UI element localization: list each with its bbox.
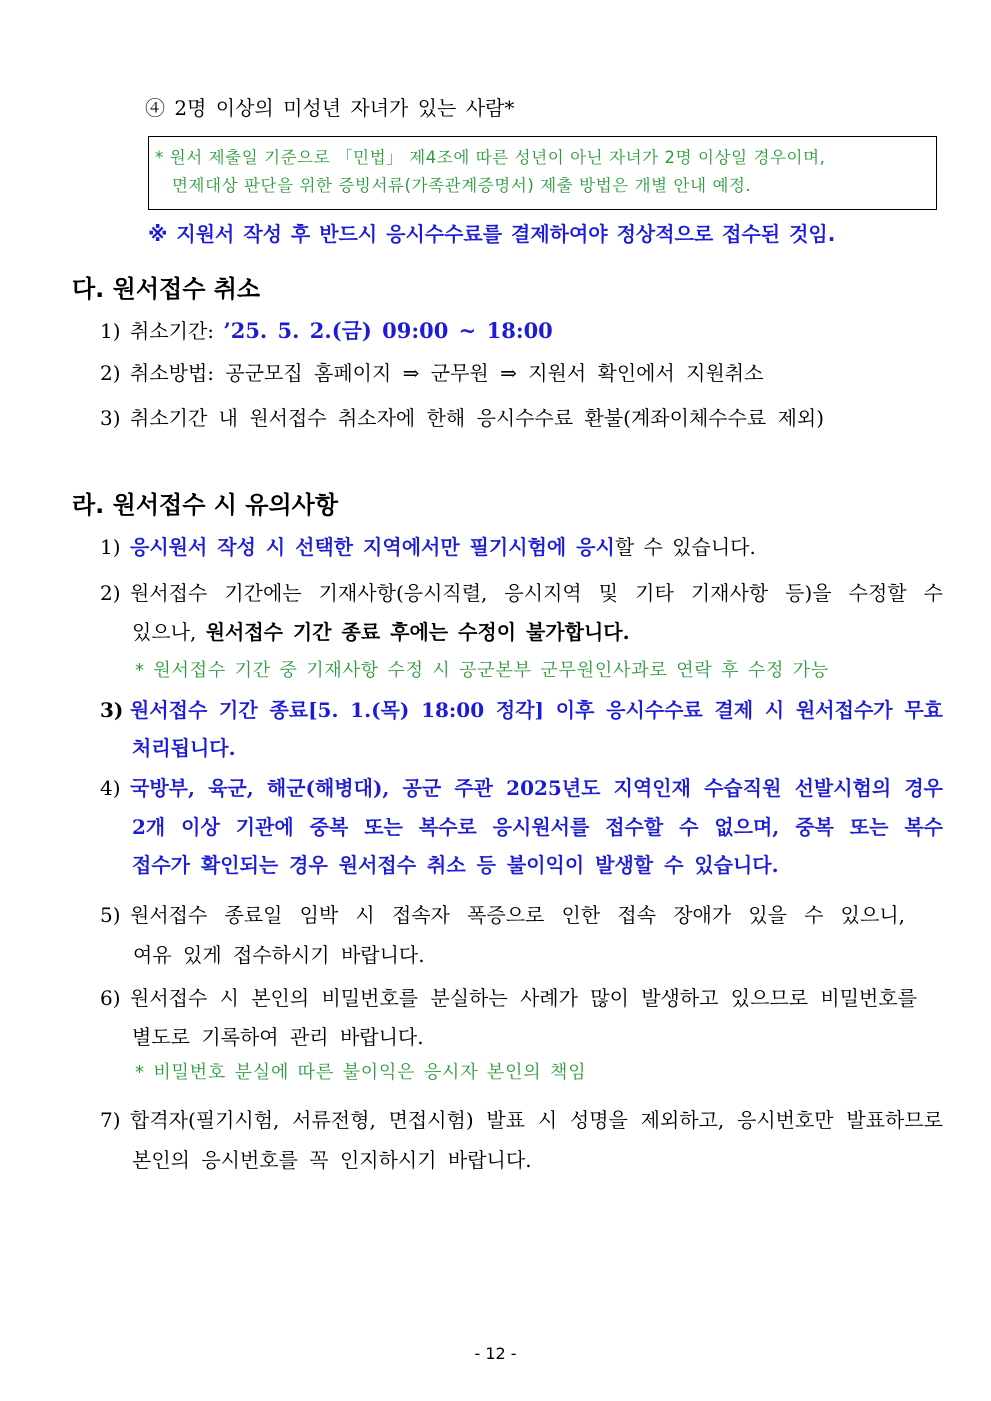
notice-box — [148, 136, 937, 210]
precaution-item-7-line-1: 합격자(필기시험, 서류전형, 면접시험) 발표 시 성명을 제외하고, 응시번호만 발표하므로 — [130, 1108, 943, 1132]
precaution-item-6-number: 6) — [100, 986, 121, 1010]
precaution-item-2-line-2 — [132, 618, 630, 646]
cancel-item-3-number: 3) — [100, 406, 121, 430]
precaution-item-7-line-2: 본인의 응시번호를 꼭 인지하시기 바랍니다. — [132, 1148, 532, 1172]
precaution-item-4-line-3: 접수가 확인되는 경우 원서접수 취소 등 불이익이 발생할 수 있습니다. — [132, 853, 779, 877]
cancel-item-2-number: 2) — [100, 361, 121, 385]
section-heading-cancel: 다. 원서접수 취소 — [72, 275, 261, 303]
cancel-item-1 — [130, 317, 553, 345]
precaution-item-1-highlight: 응시원서 작성 시 선택한 지역에서만 필기시험에 응시 — [130, 535, 615, 559]
precaution-item-4-number: 4) — [100, 776, 121, 800]
precaution-item-5-line-1: 원서접수 종료일 임박 시 접속자 폭증으로 인한 접속 장애가 있을 수 있으니, — [130, 903, 905, 927]
cancel-item-3: 취소기간 내 원서접수 취소자에 한해 응시수수료 환불(계좌이체수수료 제외) — [130, 406, 825, 430]
precaution-item-5-number: 5) — [100, 903, 121, 927]
section-heading-precautions: 라. 원서접수 시 유의사항 — [72, 491, 339, 519]
precaution-item-4-line-2: 2개 이상 기관에 중복 또는 복수로 응시원서를 접수할 수 없으며, 중복 또는 복수 — [132, 815, 943, 839]
precaution-item-2-bold: 원서접수 기간 종료 후에는 수정이 불가합니다. — [205, 620, 630, 644]
notice-line-1: * 원서 제출일 기준으로 「민법」 제4조에 따른 성년이 아닌 자녀가 2명 이상일 경우이며, — [155, 148, 826, 167]
exemption-item-minor-children: ④ 2명 이상의 미성년 자녀가 있는 사람* — [145, 96, 515, 120]
cancel-item-1-number: 1) — [100, 319, 121, 343]
precaution-item-5-line-2: 여유 있게 접수하시기 바랍니다. — [133, 943, 425, 967]
precaution-item-4-line-1: 국방부, 육군, 해군(해병대), 공군 주관 2025년도 지역인재 수습직원 선발시험의 경우 — [130, 776, 943, 800]
notice-line-2: 면제대상 판단을 위한 증빙서류(가족관계증명서) 제출 방법은 개별 안내 예정. — [172, 176, 752, 195]
cancel-period-value: ’25. 5. 2.(금) 09:00 ~ 18:00 — [223, 318, 553, 343]
precaution-item-6-note: * 비밀번호 분실에 따른 불이익은 응시자 본인의 책임 — [135, 1062, 587, 1083]
precaution-item-2-note: * 원서접수 기간 중 기재사항 수정 시 공군본부 군무원인사과로 연락 후 수정 가능 — [135, 660, 830, 681]
precaution-item-6-line-1: 원서접수 시 본인의 비밀번호를 분실하는 사례가 많이 발생하고 있으므로 비밀번호를 — [130, 986, 917, 1010]
precaution-item-1-rest: 할 수 있습니다. — [614, 535, 756, 559]
precaution-item-2-prefix: 있으나, — [132, 620, 197, 644]
page-number: - 12 - — [474, 1344, 517, 1363]
precaution-item-2-line-1: 원서접수 기간에는 기재사항(응시직렬, 응시지역 및 기타 기재사항 등)을 수정할 수 — [130, 581, 943, 605]
cancel-item-2: 취소방법: 공군모집 홈페이지 ⇒ 군무원 ⇒ 지원서 확인에서 지원취소 — [130, 361, 764, 385]
precaution-item-3-line-2: 처리됩니다. — [132, 736, 236, 760]
payment-warning: ※ 지원서 작성 후 반드시 응시수수료를 결제하여야 정상적으로 접수된 것임. — [148, 222, 836, 246]
precaution-item-3-line-1: 원서접수 기간 종료[5. 1.(목) 18:00 정각] 이후 응시수수료 결제 시 원서접수가 무효 — [130, 698, 943, 722]
precaution-item-6-line-2: 별도로 기록하여 관리 바랍니다. — [132, 1025, 424, 1049]
precaution-item-3-number: 3) — [100, 698, 124, 722]
cancel-period-label: 취소기간: — [130, 319, 215, 343]
precaution-item-1-number: 1) — [100, 535, 121, 559]
precaution-item-2-number: 2) — [100, 581, 121, 605]
precaution-item-1 — [130, 533, 756, 561]
precaution-item-7-number: 7) — [100, 1108, 121, 1132]
